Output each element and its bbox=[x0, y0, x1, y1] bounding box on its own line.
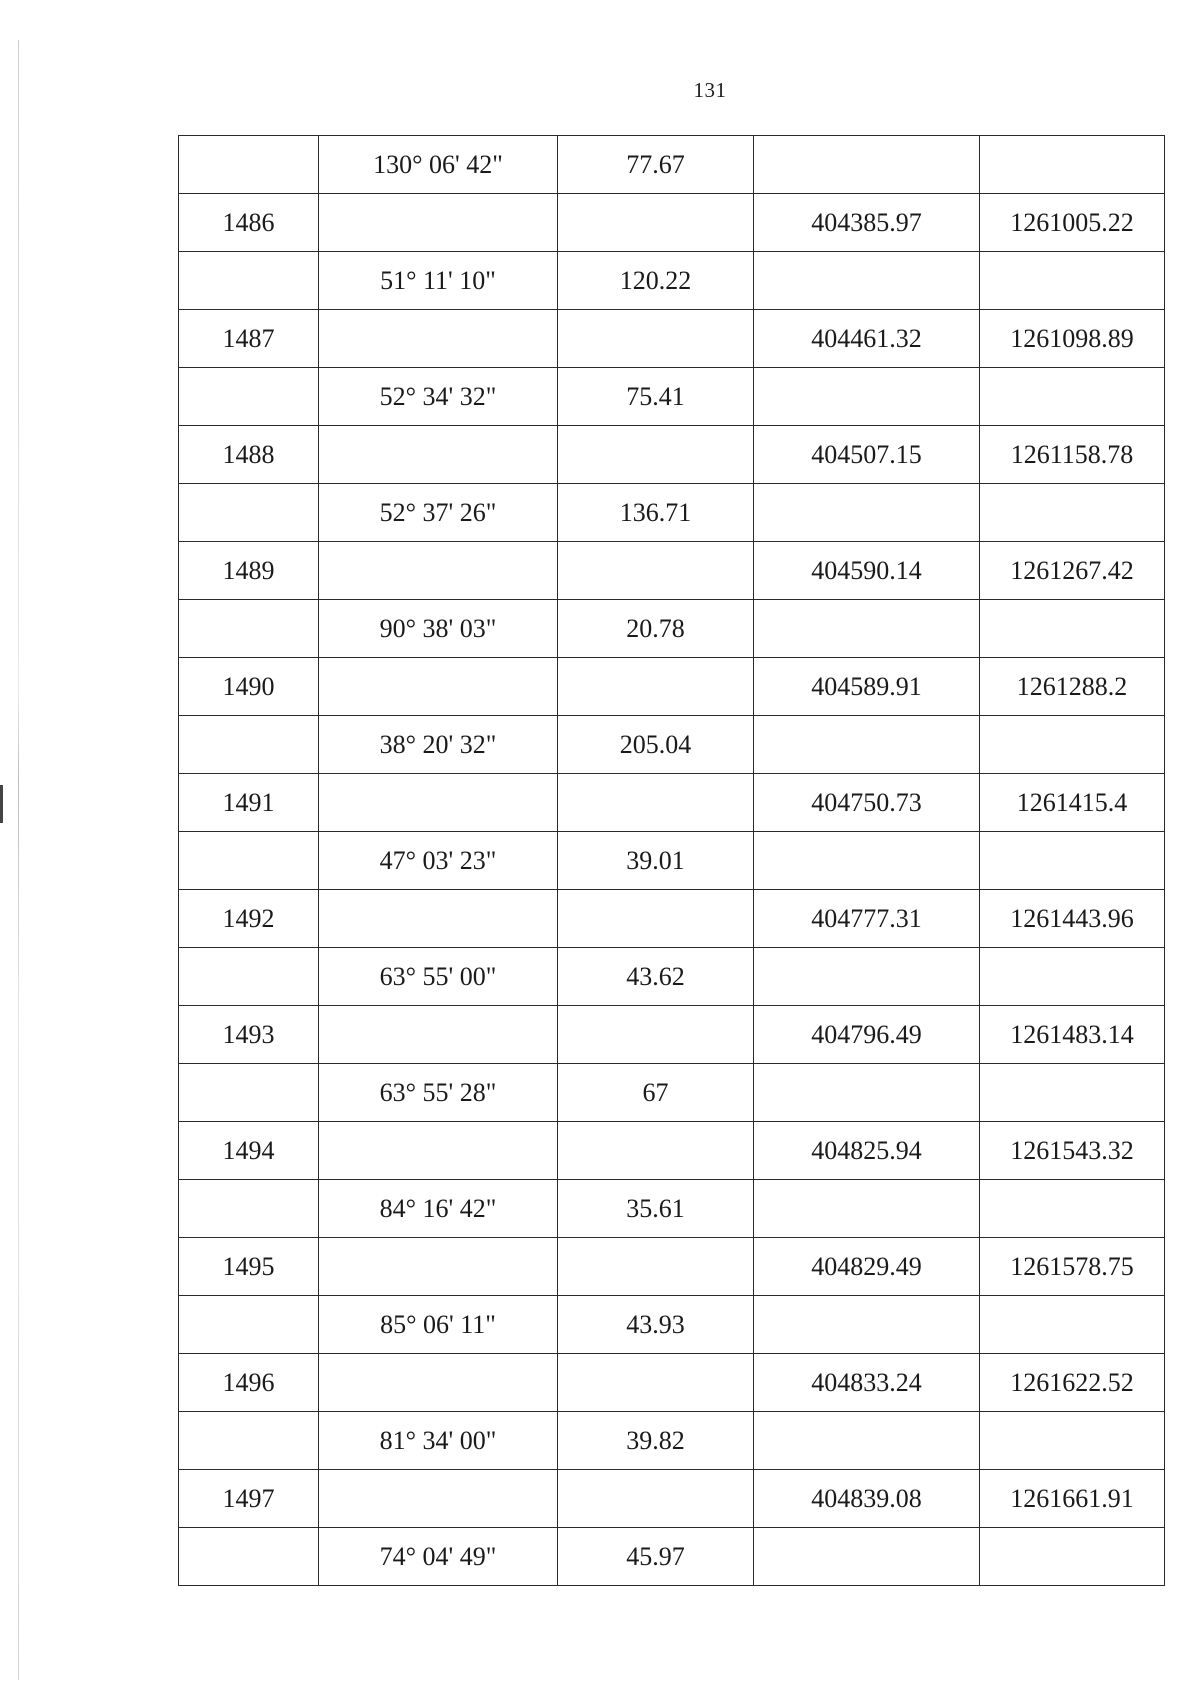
table-row bbox=[179, 716, 1165, 774]
bearing-cell bbox=[319, 1470, 558, 1528]
distance-cell bbox=[558, 890, 754, 948]
point-number-cell bbox=[179, 832, 319, 890]
table-row bbox=[179, 310, 1165, 368]
point-number-cell: 1488 bbox=[179, 426, 319, 484]
distance-cell bbox=[558, 310, 754, 368]
northing-cell: 404590.14 bbox=[754, 542, 980, 600]
table-row bbox=[179, 774, 1165, 832]
table-row bbox=[179, 368, 1165, 426]
point-number-cell bbox=[179, 1296, 319, 1354]
easting-cell: 1261098.89 bbox=[980, 310, 1165, 368]
bearing-cell: 74° 04' 49" bbox=[319, 1528, 558, 1586]
bearing-cell bbox=[319, 1122, 558, 1180]
table-row bbox=[179, 600, 1165, 658]
easting-cell: 1261415.4 bbox=[980, 774, 1165, 832]
table-row bbox=[179, 1296, 1165, 1354]
easting-cell bbox=[980, 1412, 1165, 1470]
distance-cell bbox=[558, 1122, 754, 1180]
table-row bbox=[179, 1064, 1165, 1122]
table-row bbox=[179, 484, 1165, 542]
point-number-cell bbox=[179, 1528, 319, 1586]
bearing-cell bbox=[319, 310, 558, 368]
bearing-cell bbox=[319, 426, 558, 484]
easting-cell bbox=[980, 368, 1165, 426]
bearing-cell bbox=[319, 890, 558, 948]
table-row bbox=[179, 252, 1165, 310]
point-number-cell: 1495 bbox=[179, 1238, 319, 1296]
distance-cell bbox=[558, 1238, 754, 1296]
easting-cell: 1261543.32 bbox=[980, 1122, 1165, 1180]
table-row bbox=[179, 1180, 1165, 1238]
scan-edge-line bbox=[18, 40, 19, 1680]
table-row bbox=[179, 1354, 1165, 1412]
northing-cell bbox=[754, 136, 980, 194]
bearing-cell: 63° 55' 00" bbox=[319, 948, 558, 1006]
bearing-cell: 51° 11' 10" bbox=[319, 252, 558, 310]
point-number-cell bbox=[179, 600, 319, 658]
point-number-cell bbox=[179, 1412, 319, 1470]
table-row bbox=[179, 890, 1165, 948]
point-number-cell bbox=[179, 1064, 319, 1122]
scan-artifact-mark bbox=[0, 785, 3, 823]
distance-cell: 43.93 bbox=[558, 1296, 754, 1354]
table-row bbox=[179, 658, 1165, 716]
point-number-cell: 1492 bbox=[179, 890, 319, 948]
northing-cell bbox=[754, 1296, 980, 1354]
bearing-cell bbox=[319, 1354, 558, 1412]
table-row bbox=[179, 948, 1165, 1006]
point-number-cell: 1497 bbox=[179, 1470, 319, 1528]
table-body bbox=[179, 136, 1165, 1586]
northing-cell bbox=[754, 1180, 980, 1238]
distance-cell: 45.97 bbox=[558, 1528, 754, 1586]
northing-cell bbox=[754, 600, 980, 658]
table-row bbox=[179, 1412, 1165, 1470]
distance-cell: 77.67 bbox=[558, 136, 754, 194]
easting-cell: 1261443.96 bbox=[980, 890, 1165, 948]
table-row bbox=[179, 1006, 1165, 1064]
bearing-cell: 63° 55' 28" bbox=[319, 1064, 558, 1122]
point-number-cell bbox=[179, 484, 319, 542]
easting-cell bbox=[980, 1180, 1165, 1238]
distance-cell bbox=[558, 1354, 754, 1412]
northing-cell: 404839.08 bbox=[754, 1470, 980, 1528]
distance-cell: 20.78 bbox=[558, 600, 754, 658]
northing-cell: 404589.91 bbox=[754, 658, 980, 716]
easting-cell: 1261158.78 bbox=[980, 426, 1165, 484]
northing-cell bbox=[754, 368, 980, 426]
distance-cell bbox=[558, 658, 754, 716]
point-number-cell: 1493 bbox=[179, 1006, 319, 1064]
point-number-cell: 1496 bbox=[179, 1354, 319, 1412]
bearing-cell: 85° 06' 11" bbox=[319, 1296, 558, 1354]
northing-cell bbox=[754, 948, 980, 1006]
point-number-cell: 1486 bbox=[179, 194, 319, 252]
bearing-cell: 47° 03' 23" bbox=[319, 832, 558, 890]
easting-cell bbox=[980, 252, 1165, 310]
point-number-cell: 1491 bbox=[179, 774, 319, 832]
bearing-cell: 52° 37' 26" bbox=[319, 484, 558, 542]
point-number-cell bbox=[179, 1180, 319, 1238]
point-number-cell bbox=[179, 716, 319, 774]
distance-cell: 120.22 bbox=[558, 252, 754, 310]
easting-cell bbox=[980, 136, 1165, 194]
northing-cell: 404750.73 bbox=[754, 774, 980, 832]
northing-cell bbox=[754, 832, 980, 890]
bearing-cell: 81° 34' 00" bbox=[319, 1412, 558, 1470]
easting-cell: 1261267.42 bbox=[980, 542, 1165, 600]
distance-cell: 39.01 bbox=[558, 832, 754, 890]
easting-cell: 1261661.91 bbox=[980, 1470, 1165, 1528]
bearing-cell: 90° 38' 03" bbox=[319, 600, 558, 658]
easting-cell: 1261578.75 bbox=[980, 1238, 1165, 1296]
distance-cell bbox=[558, 1470, 754, 1528]
northing-cell: 404825.94 bbox=[754, 1122, 980, 1180]
easting-cell bbox=[980, 948, 1165, 1006]
point-number-cell bbox=[179, 368, 319, 426]
distance-cell: 67 bbox=[558, 1064, 754, 1122]
easting-cell bbox=[980, 832, 1165, 890]
easting-cell bbox=[980, 1528, 1165, 1586]
easting-cell bbox=[980, 484, 1165, 542]
table-row bbox=[179, 1470, 1165, 1528]
table-row bbox=[179, 1122, 1165, 1180]
northing-cell: 404507.15 bbox=[754, 426, 980, 484]
northing-cell bbox=[754, 1528, 980, 1586]
table-row bbox=[179, 542, 1165, 600]
distance-cell: 75.41 bbox=[558, 368, 754, 426]
table-row bbox=[179, 832, 1165, 890]
bearing-cell bbox=[319, 542, 558, 600]
easting-cell bbox=[980, 716, 1165, 774]
distance-cell: 43.62 bbox=[558, 948, 754, 1006]
distance-cell bbox=[558, 1006, 754, 1064]
bearing-cell bbox=[319, 1006, 558, 1064]
point-number-cell: 1494 bbox=[179, 1122, 319, 1180]
easting-cell bbox=[980, 600, 1165, 658]
bearing-cell bbox=[319, 194, 558, 252]
table-row bbox=[179, 194, 1165, 252]
bearing-cell bbox=[319, 774, 558, 832]
northing-cell: 404833.24 bbox=[754, 1354, 980, 1412]
point-number-cell bbox=[179, 252, 319, 310]
distance-cell bbox=[558, 542, 754, 600]
distance-cell: 35.61 bbox=[558, 1180, 754, 1238]
distance-cell: 136.71 bbox=[558, 484, 754, 542]
bearing-cell: 38° 20' 32" bbox=[319, 716, 558, 774]
easting-cell: 1261005.22 bbox=[980, 194, 1165, 252]
northing-cell: 404461.32 bbox=[754, 310, 980, 368]
northing-cell: 404777.31 bbox=[754, 890, 980, 948]
point-number-cell: 1490 bbox=[179, 658, 319, 716]
bearing-cell: 84° 16' 42" bbox=[319, 1180, 558, 1238]
easting-cell: 1261288.2 bbox=[980, 658, 1165, 716]
northing-cell: 404829.49 bbox=[754, 1238, 980, 1296]
bearing-cell bbox=[319, 1238, 558, 1296]
distance-cell: 205.04 bbox=[558, 716, 754, 774]
northing-cell: 404796.49 bbox=[754, 1006, 980, 1064]
table-row bbox=[179, 1528, 1165, 1586]
bearing-cell: 130° 06' 42" bbox=[319, 136, 558, 194]
point-number-cell: 1487 bbox=[179, 310, 319, 368]
northing-cell bbox=[754, 1412, 980, 1470]
survey-coordinates-table bbox=[178, 135, 1165, 1586]
point-number-cell bbox=[179, 136, 319, 194]
northing-cell: 404385.97 bbox=[754, 194, 980, 252]
distance-cell bbox=[558, 774, 754, 832]
point-number-cell: 1489 bbox=[179, 542, 319, 600]
point-number-cell bbox=[179, 948, 319, 1006]
table-row bbox=[179, 1238, 1165, 1296]
page-number: 131 bbox=[693, 78, 727, 102]
bearing-cell: 52° 34' 32" bbox=[319, 368, 558, 426]
northing-cell bbox=[754, 1064, 980, 1122]
distance-cell bbox=[558, 194, 754, 252]
easting-cell bbox=[980, 1296, 1165, 1354]
easting-cell bbox=[980, 1064, 1165, 1122]
bearing-cell bbox=[319, 658, 558, 716]
distance-cell: 39.82 bbox=[558, 1412, 754, 1470]
table-row bbox=[179, 136, 1165, 194]
distance-cell bbox=[558, 426, 754, 484]
easting-cell: 1261622.52 bbox=[980, 1354, 1165, 1412]
table-row bbox=[179, 426, 1165, 484]
easting-cell: 1261483.14 bbox=[980, 1006, 1165, 1064]
northing-cell bbox=[754, 716, 980, 774]
northing-cell bbox=[754, 484, 980, 542]
northing-cell bbox=[754, 252, 980, 310]
